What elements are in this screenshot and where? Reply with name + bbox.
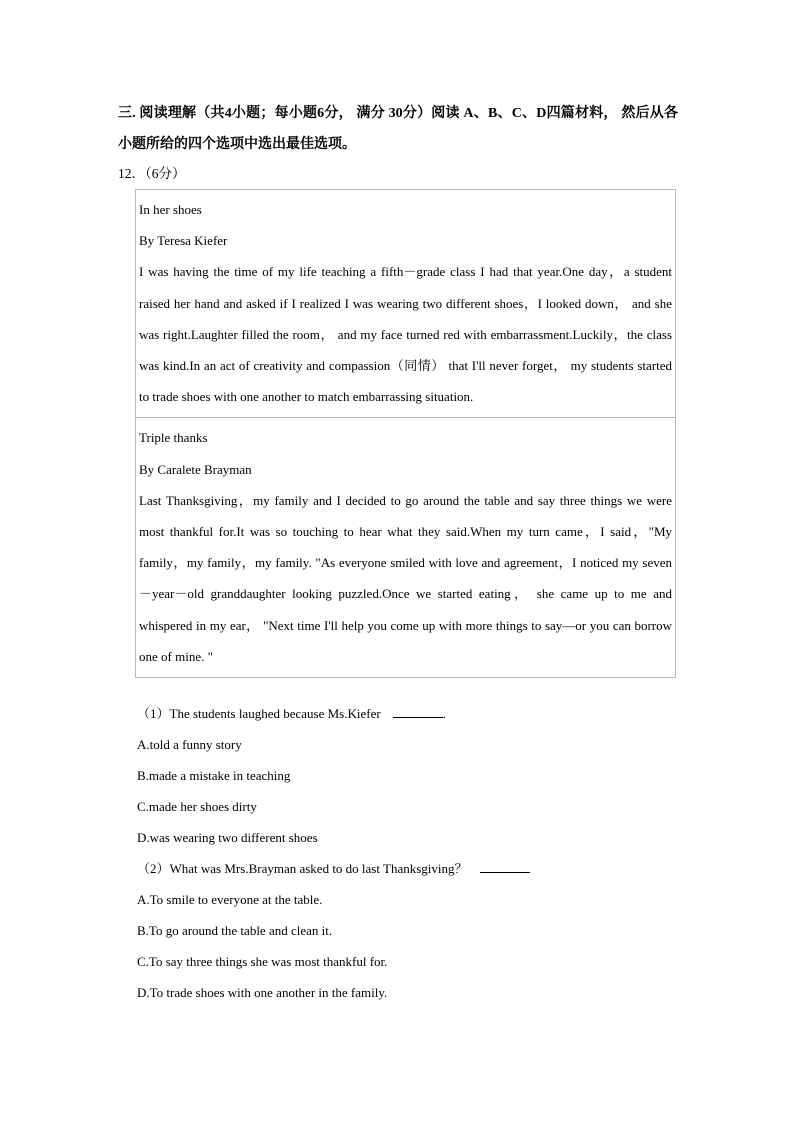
passage-title: Triple thanks [139,430,208,446]
passage-body: Last Thanksgiving，my family and I decided to go around the table and say three things we were most thankful for.It was so touching to hear what they said.When my turn came，I said，"My family，my family，my family. "As everyone smiled with love and agreement，I noticed my seven－year－old granddaughter looking puzzled.Once we started eating， she came up to me and whispered in my ear， "Next time I'll help you come up with more things to say—or you can borrow one of mine. " [139,492,672,664]
answer-blank[interactable] [393,703,443,718]
question-number: 12．（6分） [118,166,186,181]
option-d: D.To trade shoes with one another in the family. [137,985,388,1000]
passage-table [135,189,676,678]
subquestion-2 [137,853,677,1008]
option-c: C.To say three things she was most thankful for. [137,954,388,969]
passage-author: By Caralete Brayman [139,461,252,477]
option-d: D.was wearing two different shoes [137,830,318,845]
option-a: A.To smile to everyone at the table. [137,892,323,907]
option-b: B.To go around the table and clean it. [137,923,333,938]
passage-author: By Teresa Kiefer [139,233,228,249]
passage-body: I was having the time of my life teaching a fifth－grade class I had that year.One day，a student raised her hand and asked if I realized I was wearing two different shoes，I looked down， and she was right.Laughter filled the room， and my face turned red with embarrassment.Luckily，the class was kind.In an act of creativity and compassion（同情） that I'll never forget， my students started to trade shoes with one another to match embarrassing situation. [139,264,672,405]
section-heading: 三. 阅读理解（共4小题；每小题6分， 满分 30分）阅读 A、B、C、D四篇材料， 然后从各小题所给的四个选项中选出最佳选项。 [118,106,678,152]
passage-title: In her shoes [139,202,202,217]
subquestion-1 [137,698,677,853]
passage-a [136,190,675,417]
answer-blank[interactable] [480,858,530,873]
option-a: A.told a funny story [137,737,242,752]
option-b: B.made a mistake in teaching [137,768,291,783]
passage-b [136,417,675,677]
subquestion-prompt: （2）What was Mrs.Brayman asked to do last Thanksgiving？ [137,853,677,884]
subquestion-prompt: （1）The students laughed because Ms.Kiefer . [137,698,677,729]
option-c: C.made her shoes dirty [137,799,257,814]
